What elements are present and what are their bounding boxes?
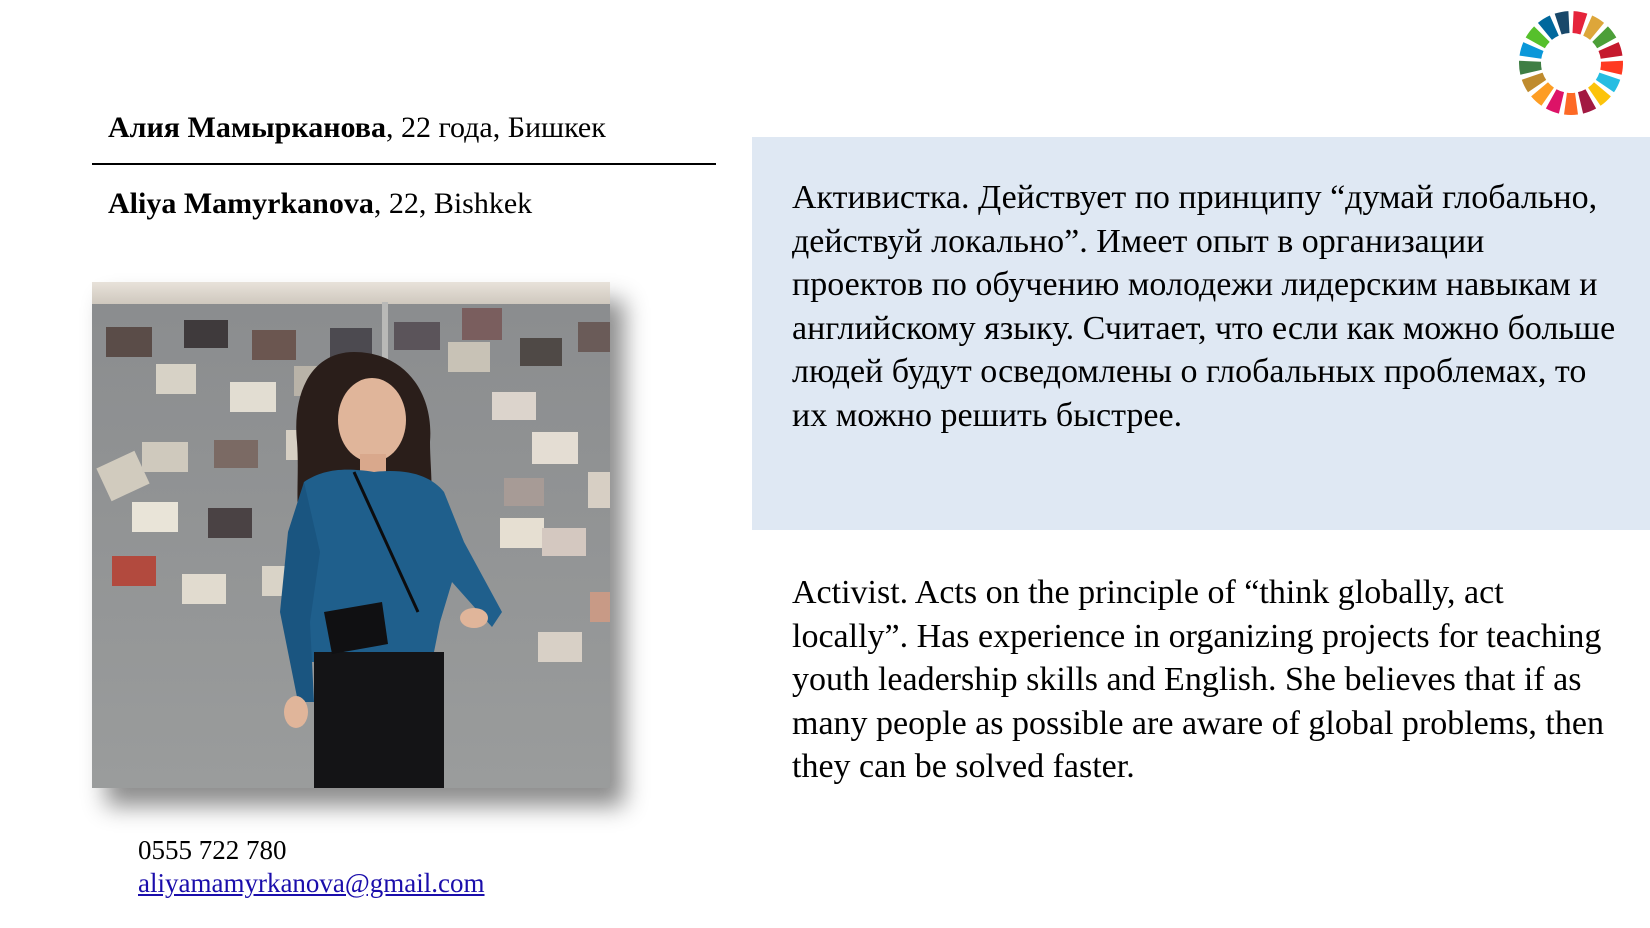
sdg-wheel-logo: [1516, 8, 1626, 118]
name-divider: [92, 163, 716, 165]
bio-russian-text: Активистка. Действует по принципу “думай глобально, действуй локально”. Имеет опыт в организации проектов по обучению молодежи лидерским навыкам и английскому языку. Считает, что если как можно больше людей будут осведомлены о глобальных проблемах, то их можно решить быстрее.: [792, 179, 1616, 434]
sdg-wheel-segment: [1564, 93, 1578, 115]
portrait-photo: [92, 282, 610, 788]
sdg-wheel-segment: [1519, 61, 1542, 75]
name-english-details: , 22, Bishkek: [373, 187, 533, 220]
name-russian-details: , 22 года, Бишкек: [385, 111, 606, 144]
sdg-wheel-segment: [1572, 11, 1587, 34]
sdg-wheel-segment: [1555, 11, 1570, 34]
name-english-bold: Aliya Mamyrkanova: [108, 187, 374, 220]
name-russian: [108, 110, 606, 146]
email-link[interactable]: aliyamamyrkanova@gmail.com: [138, 868, 485, 898]
name-russian-bold: Алия Мамырканова: [108, 111, 386, 144]
portrait-photo-illustration: [92, 282, 610, 788]
name-english: [108, 186, 532, 222]
bio-english-text: Activist. Acts on the principle of “think globally, act locally”. Has experience in organizing projects for teaching youth leadership skills and English. She believes that if as many people as possible are aware of global problems, then they can be solved faster.: [792, 574, 1604, 785]
sdg-wheel-segment: [1600, 61, 1623, 75]
phone-number: 0555 722 780: [138, 835, 287, 865]
